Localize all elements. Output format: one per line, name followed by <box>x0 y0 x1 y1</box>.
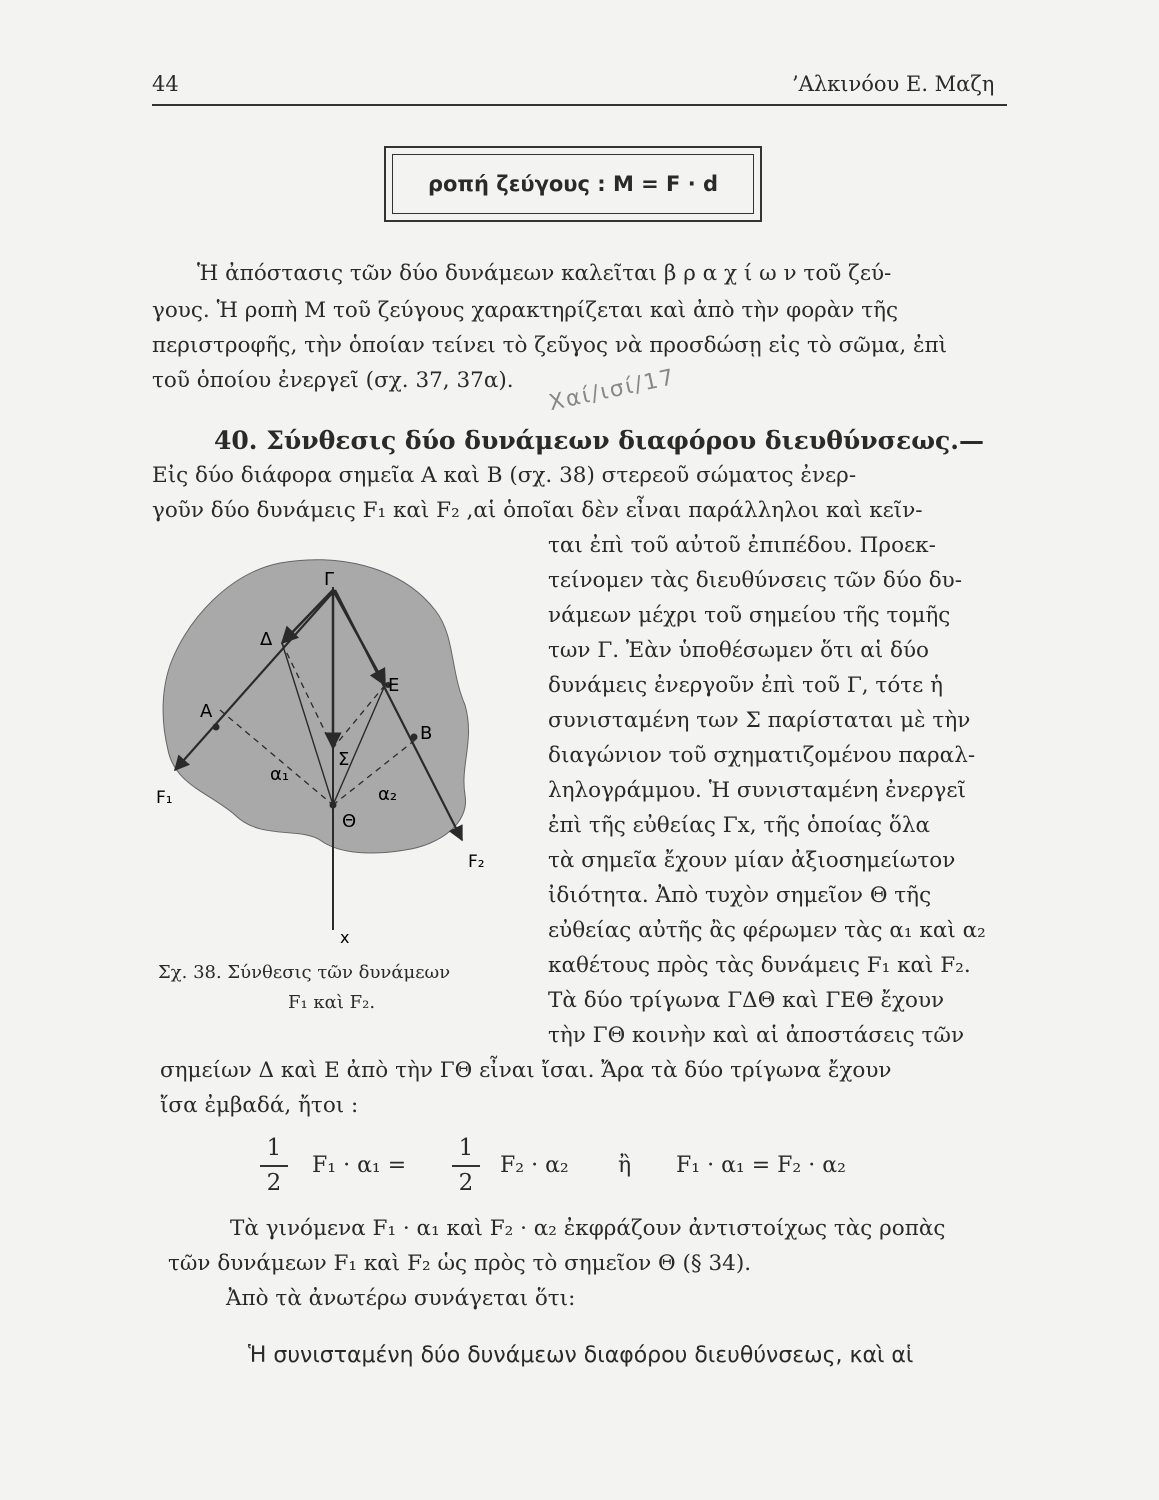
label-sigma: Σ <box>338 749 350 770</box>
formula-box <box>384 146 762 222</box>
label-alpha-point: Α <box>200 701 213 722</box>
right-col-line: συνισταμένη των Σ παρίσταται μὲ τὴν <box>548 708 971 733</box>
para1-line-3: περιστροφῆς, τὴν ὁποίαν τείνει τὸ ζεῦγος νὰ προσδώσῃ εἰς τὸ σῶμα, ἐπὶ <box>152 333 948 358</box>
equation-term2: F₂ · α₂ <box>500 1153 569 1178</box>
figure-38 <box>150 555 500 955</box>
equation-rhs: F₁ · α₁ = F₂ · α₂ <box>676 1153 846 1178</box>
label-f1: F₁ <box>156 788 173 808</box>
label-x: x <box>340 928 350 947</box>
header-rule <box>152 104 1007 106</box>
label-gamma: Γ <box>324 569 335 590</box>
page-number: 44 <box>152 72 179 96</box>
right-col-line: δυνάμεις ἐνεργοῦν ἐπὶ τοῦ Γ, τότε ἡ <box>548 673 944 698</box>
frac1-numerator: 1 <box>266 1135 282 1161</box>
label-beta-point: Β <box>420 723 433 744</box>
right-col-line: ται ἐπὶ τοῦ αὐτοῦ ἐπιπέδου. Προεκ- <box>548 533 936 558</box>
right-col-line: των Γ. Ἐὰν ὑποθέσωμεν ὅτι αἱ δύο <box>548 638 929 663</box>
label-delta: Δ <box>260 629 273 650</box>
right-col-line: καθέτους πρὸς τὰς δυνάμεις F₁ καὶ F₂. <box>548 953 971 978</box>
frac2-denominator: 2 <box>458 1170 474 1196</box>
closing-line-2: τῶν δυνάμεων F₁ καὶ F₂ ὡς πρὸς τὸ σημεῖον Θ (§ 34). <box>168 1251 752 1276</box>
section-line-after-2: ἴσα ἐμβαδά, ἤτοι : <box>160 1093 359 1118</box>
figure-caption-line-1: Σχ. 38. Σύνθεσις τῶν δυνάμεων <box>158 962 451 983</box>
label-a2: α₂ <box>378 784 398 805</box>
label-f2: F₂ <box>468 852 485 872</box>
right-col-line: ἰδιότητα. Ἀπὸ τυχὸν σημεῖον Θ τῆς <box>548 883 932 908</box>
section-line-2: γοῦν δύο δυνάμεις F₁ καὶ F₂ ,αἱ ὁποῖαι δὲν εἶναι παράλληλοι καὶ κεῖν- <box>152 498 923 523</box>
right-col-line: τὰ σημεῖα ἔχουν μίαν ἀξιοσημείωτον <box>548 848 956 873</box>
right-col-line: ἐπὶ τῆς εὐθείας Γx, τῆς ὁποίας ὅλα <box>548 813 930 838</box>
equation-term1: F₁ · α₁ = <box>312 1153 407 1178</box>
equation-or: ἢ <box>618 1153 632 1178</box>
right-col-line: ληλογράμμου. Ἡ συνισταμένη ἐνεργεῖ <box>548 778 966 803</box>
para1-line-2: γους. Ἡ ροπὴ Μ τοῦ ζεύγους χαρακτηρίζεται καὶ ἀπὸ τὴν φορὰν τῆς <box>152 298 899 323</box>
label-theta: Θ <box>342 811 357 832</box>
frac2-bar <box>452 1165 480 1167</box>
running-header-author: ’Αλκινόου Ε. Μαζη <box>792 72 995 96</box>
para1-line-4: τοῦ ὁποίου ἐνεργεῖ (σχ. 37, 37α). <box>152 368 514 393</box>
closing-line-1: Τὰ γινόμενα F₁ · α₁ καὶ F₂ · α₂ ἐκφράζουν ἀντιστοίχως τὰς ροπὰς <box>230 1216 946 1241</box>
closing-line-3: Ἀπὸ τὰ ἀνωτέρω συνάγεται ὅτι: <box>226 1286 576 1311</box>
closing-statement: Ἡ συνισταμένη δύο δυνάμεων διαφόρου διευθύνσεως, καὶ αἱ <box>248 1343 914 1368</box>
label-a1: α₁ <box>270 764 290 785</box>
frac1-denominator: 2 <box>266 1170 282 1196</box>
section-line-1: Εἰς δύο διάφορα σημεῖα Α καὶ Β (σχ. 38) στερεοῦ σώματος ἐνερ- <box>152 463 857 488</box>
para1-line-1: Ἡ ἀπόστασις τῶν δύο δυνάμεων καλεῖται β ρ α χ ί ω ν τοῦ ζεύ- <box>197 261 892 286</box>
right-col-line: τὴν ΓΘ κοινὴν καὶ αἱ ἀποστάσεις τῶν <box>548 1023 965 1048</box>
label-epsilon: Ε <box>388 675 400 696</box>
right-col-line: Τὰ δύο τρίγωνα ΓΔΘ καὶ ΓΕΘ ἔχουν <box>548 988 945 1013</box>
right-col-line: τείνομεν τὰς διευθύνσεις τῶν δύο δυ- <box>548 568 962 593</box>
right-col-line: νάμεων μέχρι τοῦ σημείου τῆς τομῆς <box>548 603 951 628</box>
formula-text: ροπή ζεύγους : M = F · d <box>392 154 754 214</box>
frac1-bar <box>260 1165 288 1167</box>
section-line-after-1: σημείων Δ καὶ Ε ἀπὸ τὴν ΓΘ εἶναι ἴσαι. Ἄρα τὰ δύο τρίγωνα ἔχουν <box>160 1058 892 1083</box>
right-col-line: εὐθείας αὐτῆς ἂς φέρωμεν τὰς α₁ καὶ α₂ <box>548 918 986 943</box>
frac2-numerator: 1 <box>458 1135 474 1161</box>
section-title: 40. Σύνθεσις δύο δυνάμεων διαφόρου διευθύνσεως.— <box>214 426 984 455</box>
right-col-line: διαγώνιον τοῦ σχηματιζομένου παραλ- <box>548 743 976 768</box>
figure-caption-line-2: F₁ καὶ F₂. <box>288 992 376 1013</box>
handwritten-margin-note: Χαί/ισί/17 <box>546 364 678 417</box>
